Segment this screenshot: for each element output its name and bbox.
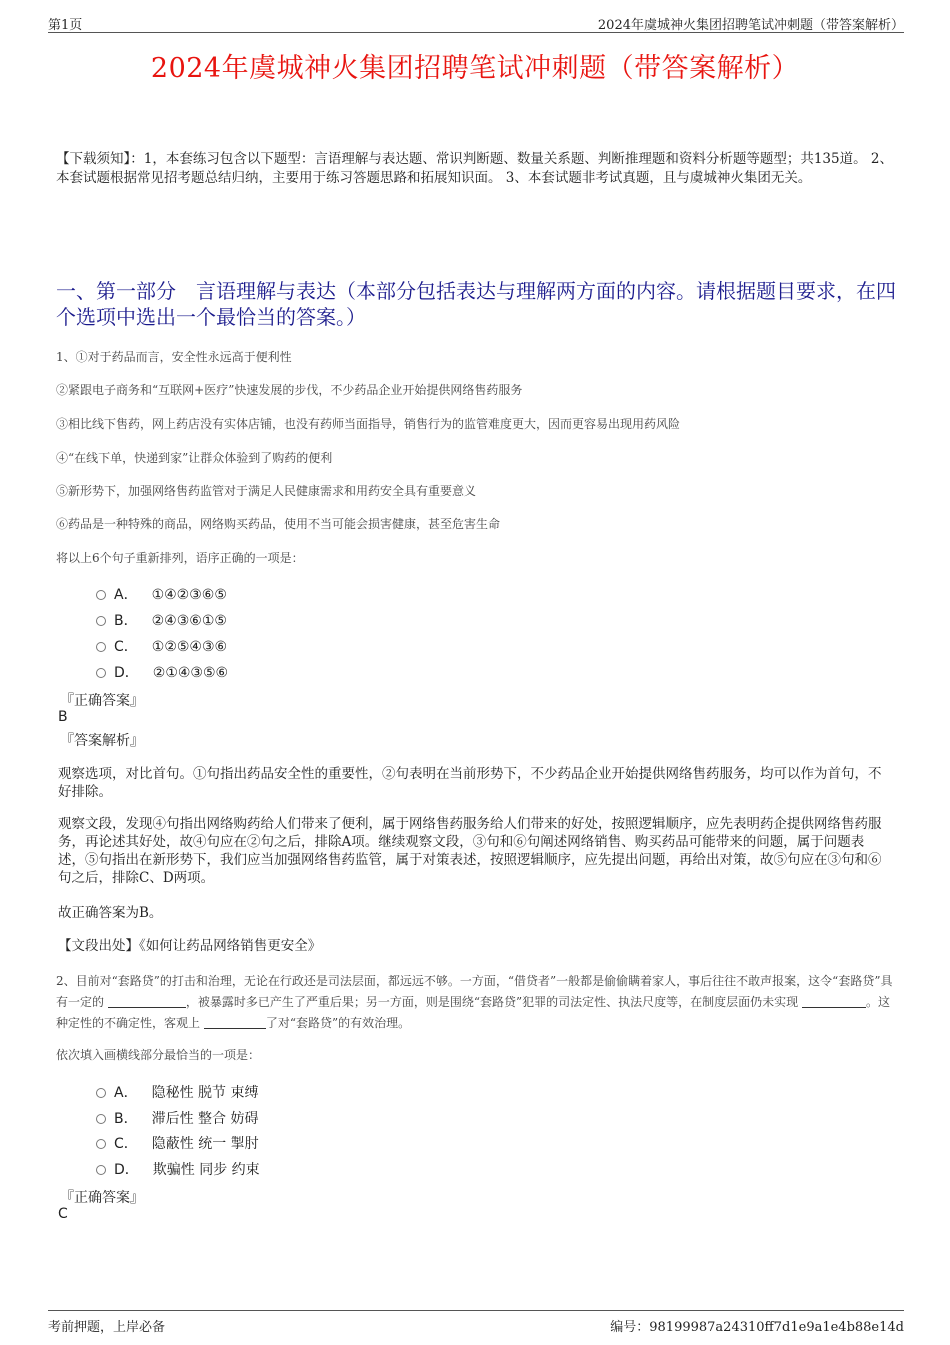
q2-stem-part-b: ，被暴露时多已产生了严重后果；另一方面，则是围绕“套路贷”犯罪的司法定性、执法尺度等，在制度层面仍未实现 bbox=[185, 995, 799, 1009]
q1-answer: B bbox=[58, 709, 68, 725]
download-notice: 【下载须知】：1，本套练习包含以下题型：言语理解与表达题、常识判断题、数量关系题、判断推理题和资料分析题等题型；共135道。 2、本套试题根据常见招考题总结归纳，主要用于练习答题思路和拓展知识面。 3、本套试题非考试真题，且与虞城神火集团无关。 bbox=[56, 151, 893, 186]
q2-stem-part-a: 2、目前对“套路贷”的打击和治理，无论在行政还是司法层面，都远远不够。一方面，“借贷者”一般都是偷偷瞒着家人，事后往往不敢声报案，这令“套路贷”具有一定的 bbox=[56, 974, 893, 1009]
option-text: ②④③⑥①⑤ bbox=[151, 613, 227, 629]
q2-option-c[interactable] bbox=[96, 1133, 259, 1153]
footer-slogan: 考前押题，上岸必备 bbox=[48, 1320, 166, 1335]
option-text: ①④②③⑥⑤ bbox=[151, 587, 227, 603]
section-heading: 一、第一部分 言语理解与表达（本部分包括表达与理解两方面的内容。请根据题目要求，在四个选项中选出一个最恰当的答案。） bbox=[56, 279, 896, 329]
q1-line-5: ⑤新形势下，加强网络售药监管对于满足人民健康需求和用药安全具有重要意义 bbox=[56, 484, 477, 498]
q1-answer-label: 『正确答案』 bbox=[60, 693, 144, 709]
page-title: 2024年虞城神火集团招聘笔试冲刺题（带答案解析） bbox=[150, 53, 800, 84]
q1-analysis-p1: 观察选项，对比首句。①句指出药品安全性的重要性，②句表明在当前形势下，不少药品企业开始提供网络售药服务，均可以作为首句，不好排除。 bbox=[58, 766, 882, 800]
option-letter: C． bbox=[114, 1136, 138, 1152]
q1-line-2: ②紧跟电子商务和“互联网+医疗”快速发展的步伐，不少药品企业开始提供网络售药服务 bbox=[56, 383, 523, 397]
q2-blank-3 bbox=[204, 1016, 266, 1029]
radio-icon[interactable] bbox=[96, 1165, 106, 1175]
q2-answer: C bbox=[58, 1206, 68, 1222]
q1-line-1: 1、①对于药品而言，安全性永远高于便利性 bbox=[56, 350, 292, 364]
radio-icon[interactable] bbox=[96, 642, 106, 652]
q2-answer-label: 『正确答案』 bbox=[60, 1190, 144, 1206]
q2-blank-2 bbox=[802, 995, 866, 1008]
option-letter: D． bbox=[114, 665, 139, 681]
radio-icon[interactable] bbox=[96, 590, 106, 600]
q2-stem-part-d: 了对“套路贷”的有效治理。 bbox=[265, 1016, 411, 1030]
q2-stem bbox=[56, 971, 898, 1034]
q2-prompt: 依次填入画横线部分最恰当的一项是： bbox=[56, 1048, 261, 1062]
q1-analysis-p3: 故正确答案为B。 bbox=[58, 905, 163, 921]
option-letter: C． bbox=[114, 639, 138, 655]
radio-icon[interactable] bbox=[96, 1088, 106, 1098]
q1-source: 【文段出处】《如何让药品网络销售更安全》 bbox=[58, 938, 322, 954]
option-text: ②①④③⑤⑥ bbox=[152, 665, 229, 681]
option-letter: A． bbox=[114, 587, 138, 603]
q1-option-c[interactable] bbox=[96, 636, 227, 656]
page-header bbox=[48, 12, 904, 33]
option-letter: B． bbox=[114, 613, 138, 629]
option-letter: A． bbox=[114, 1085, 138, 1101]
header-doc-title: 2024年虞城神火集团招聘笔试冲刺题（带答案解析） bbox=[597, 18, 904, 33]
option-text: 隐蔽性 统一 掣肘 bbox=[151, 1136, 259, 1152]
option-text: 滞后性 整合 妨碍 bbox=[151, 1111, 259, 1127]
q2-option-b[interactable] bbox=[96, 1108, 259, 1128]
option-text: 隐秘性 脱节 束缚 bbox=[151, 1085, 259, 1101]
option-text: ①②⑤④③⑥ bbox=[151, 639, 228, 655]
footer-doc-id: 编号：98199987a24310ff7d1e9a1e4b88e14d bbox=[610, 1320, 904, 1335]
q1-option-b[interactable] bbox=[96, 610, 227, 630]
radio-icon[interactable] bbox=[96, 668, 106, 678]
option-text: 欺骗性 同步 约束 bbox=[152, 1162, 260, 1178]
q2-option-d[interactable] bbox=[96, 1159, 260, 1179]
q2-blank-1 bbox=[108, 995, 186, 1008]
q1-prompt: 将以上6个句子重新排列，语序正确的一项是： bbox=[56, 551, 304, 565]
q1-option-a[interactable] bbox=[96, 584, 227, 604]
page-number: 第1页 bbox=[48, 18, 83, 33]
page-footer bbox=[48, 1310, 904, 1335]
option-letter: B． bbox=[114, 1111, 138, 1127]
q1-analysis-label: 『答案解析』 bbox=[60, 733, 144, 749]
radio-icon[interactable] bbox=[96, 616, 106, 626]
q2-option-a[interactable] bbox=[96, 1082, 258, 1102]
q2-stem-part-c: 。这种定性的不确定性，客观上 bbox=[56, 995, 890, 1030]
q1-line-4: ④“在线下单，快递到家”让群众体验到了购药的便利 bbox=[56, 451, 333, 465]
radio-icon[interactable] bbox=[96, 1139, 106, 1149]
q1-line-6: ⑥药品是一种特殊的商品，网络购买药品，使用不当可能会损害健康，甚至危害生命 bbox=[56, 517, 501, 531]
radio-icon[interactable] bbox=[96, 1114, 106, 1124]
q1-option-d[interactable] bbox=[96, 662, 228, 682]
q1-analysis-p2: 观察文段，发现④句指出网络购药给人们带来了便利，属于网络售药服务给人们带来的好处，按照逻辑顺序，应先表明药企提供网络售药服务，再论述其好处，故④句应在②句之后，排除A项。继续观察文段，③句和⑥句阐述网络销售、购买药品可能带来的问题，属于问题表述，⑤句指出在新形势下，我们应当加强网络售药监管，属于对策表述，按照逻辑顺序，应先提出问题，再给出对策，故⑤句应在③句和⑥句之后，排除C、D两项。 bbox=[58, 816, 882, 886]
option-letter: D． bbox=[114, 1162, 139, 1178]
q1-line-3: ③相比线下售药，网上药店没有实体店铺，也没有药师当面指导，销售行为的监管难度更大，因而更容易出现用药风险 bbox=[56, 417, 681, 431]
